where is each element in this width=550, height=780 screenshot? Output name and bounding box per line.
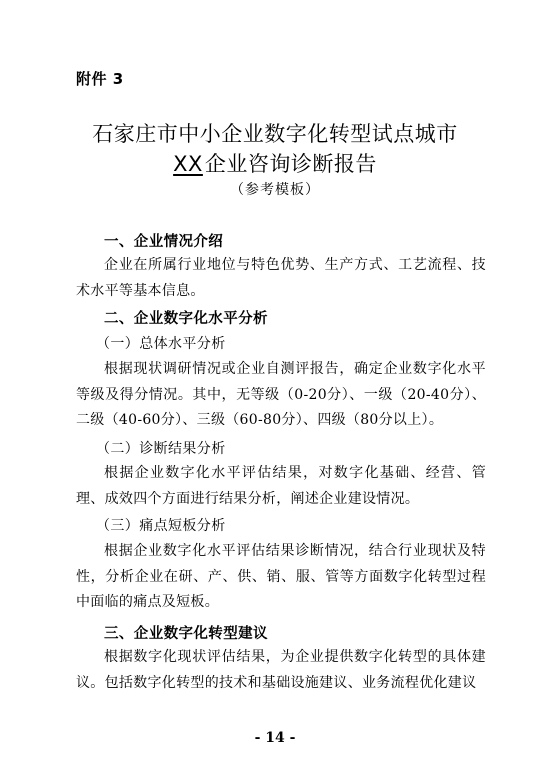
subsection-2-3-paragraph: 根据企业数字化水平评估结果诊断情况，结合行业现状及特性，分析企业在研、产、供、销、服、管等方面数字化转型过程中面临的痛点及短板。 [76,543,486,610]
section-heading-3: 三、企业数字化转型建议 [104,626,268,642]
document-subtitle: （参考模板） [230,182,320,198]
subsection-heading-2-2: （二）诊断结果分析 [96,441,226,457]
subsection-2-2-paragraph: 根据企业数字化水平评估结果，对数字化基础、经营、管理、成效四个方面进行结果分析，阐述企业建设情况。 [76,465,486,507]
section-3-paragraph: 根据数字化现状评估结果，为企业提供数字化转型的具体建议。包括数字化转型的技术和基础设施建议、业务流程优化建议 [76,649,486,691]
attachment-label: 附件 3 [76,70,124,88]
document-title: 石家庄市中小企业数字化转型试点城市 [92,122,458,146]
section-heading-1: 一、企业情况介绍 [104,234,224,250]
section-heading-2: 二、企业数字化水平分析 [104,311,268,327]
subsection-heading-2-1: （一）总体水平分析 [96,336,226,352]
subsection-heading-2-3: （三）痛点短板分析 [96,518,226,534]
subsection-2-1-paragraph: 根据现状调研情况或企业自测评报告，确定企业数字化水平等级及得分情况。其中，无等级（0-20分）、一级（20-40分）、二级（40-60分）、三级（60-80分）、四级（80分以上）。 [76,361,486,428]
title-line2-text: 企业咨询诊断报告 [204,152,377,176]
page-number: - 14 - [254,730,296,746]
section-1-paragraph: 企业在所属行业地位与特色优势、生产方式、工艺流程、技术水平等基本信息。 [76,257,486,299]
document-title-line2 [0,148,550,178]
title-placeholder-xx: XX [173,152,203,176]
